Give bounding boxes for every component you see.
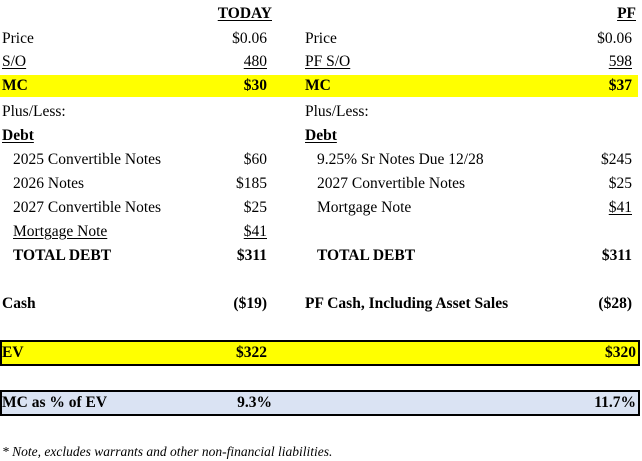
pf-debt-value: $245 [601,151,632,168]
pf-cash-value: ($28) [598,295,632,312]
today-header: TODAY [217,5,272,22]
mc-pct-label: MC as % of EV [2,394,108,411]
today-mc-value: $30 [243,77,267,94]
today-total-debt-value: $311 [236,247,267,264]
ev-row-highlight [0,340,640,366]
pf-plus-less: Plus/Less: [305,103,369,120]
pf-total-debt-value: $311 [601,247,632,264]
pf-so-label: PF S/O [305,53,351,70]
ev-label: EV [2,344,24,361]
today-debt-heading: Debt [2,127,34,144]
pf-total-debt-label: TOTAL DEBT [317,247,416,264]
today-debt-value: $185 [236,175,267,192]
pf-debt-label: 9.25% Sr Notes Due 12/28 [317,151,484,168]
today-debt-label: Mortgage Note [13,223,108,240]
today-debt-label: 2026 Notes [13,175,85,192]
today-debt-value: $25 [243,199,267,216]
pf-so-value: 598 [608,53,632,70]
pf-debt-label: 2027 Convertible Notes [317,175,466,192]
today-debt-value: $41 [243,223,267,240]
today-so-label: S/O [2,53,27,70]
pf-mc-pct-value: 11.7% [594,394,636,411]
pf-cash-label: PF Cash, Including Asset Sales [305,295,509,312]
today-debt-value: $60 [243,151,267,168]
footnote: * Note, excludes warrants and other non-financial liabilities. [2,444,333,459]
pf-ev-value: $320 [605,344,636,361]
pf-debt-value: $25 [608,175,632,192]
pf-debt-label: Mortgage Note [317,199,412,216]
today-total-debt-label: TOTAL DEBT [13,247,112,264]
pf-mc-label: MC [305,77,331,94]
pf-price-label: Price [305,30,337,47]
today-price-value: $0.06 [232,30,267,47]
today-debt-label: 2025 Convertible Notes [13,151,162,168]
today-cash-value: ($19) [233,295,267,312]
pf-header: PF [617,5,636,22]
pf-debt-heading: Debt [305,127,337,144]
today-debt-label: 2027 Convertible Notes [13,199,162,216]
pf-price-value: $0.06 [597,30,632,47]
today-cash-label: Cash [2,295,36,312]
today-so-value: 480 [243,53,267,70]
today-plus-less: Plus/Less: [2,103,66,120]
today-mc-label: MC [2,77,28,94]
pf-debt-value: $41 [608,199,632,216]
today-mc-pct-value: 9.3% [237,394,272,411]
today-price-label: Price [2,30,34,47]
pf-mc-value: $37 [608,77,632,94]
today-ev-value: $322 [236,344,267,361]
